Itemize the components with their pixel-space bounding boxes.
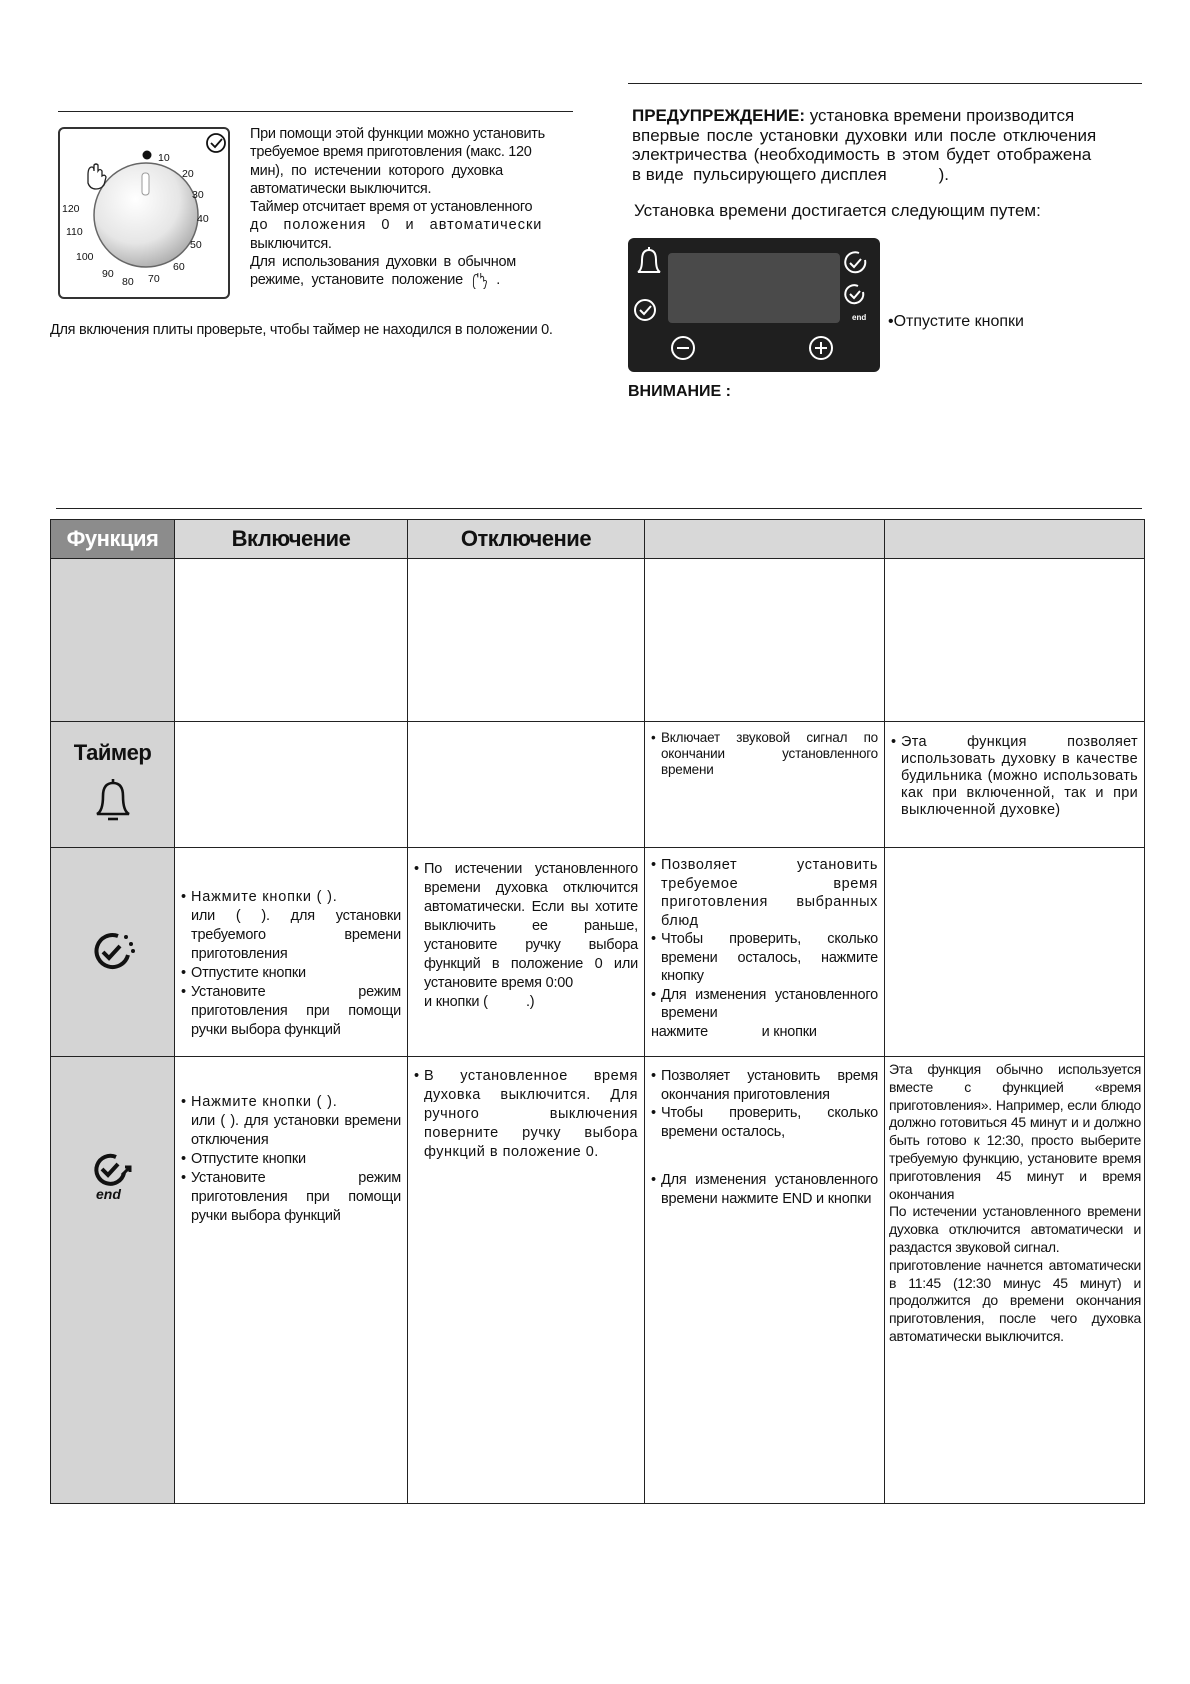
timer-col4-cell — [645, 722, 885, 848]
dial-label-120: 120 — [62, 203, 80, 215]
table-header-row — [51, 520, 1145, 559]
list-item: и кнопки ( .) — [424, 994, 535, 1010]
list-item: или ( ). для установки требуемого времени приготовления — [191, 908, 401, 962]
empty-cell — [885, 559, 1145, 722]
end-example-paragraph-2: По истечении установленного времени духовка отключится автоматически и раздастся звуковой сигнал. — [889, 1203, 1141, 1255]
warning-line-4: в виде пульсирующего дисплея ). — [632, 164, 950, 184]
end-time-function-cell — [51, 1057, 175, 1504]
dial-label-100: 100 — [76, 251, 94, 263]
top-right-rule — [628, 83, 1142, 84]
cooking-time-function-cell — [51, 848, 175, 1057]
timer-function-cell — [51, 722, 175, 848]
cooking-time-on-cell — [175, 848, 408, 1057]
end-time-icon[interactable] — [845, 285, 863, 303]
empty-cell — [175, 559, 408, 722]
table-top-rule — [56, 508, 1142, 509]
panel-icons — [628, 238, 880, 372]
list-item: • Для изменения установленного времени — [651, 986, 878, 1023]
bell-icon — [91, 776, 135, 824]
function-table — [50, 519, 1145, 1504]
timer-col5-cell — [885, 722, 1145, 848]
empty-cell — [408, 559, 645, 722]
list-item: • Позволяет установить время окончания приготовления — [651, 1067, 878, 1104]
list-item: • В установленное время духовка выключится. Для ручного выключения поверните ручку выбора функций в положение 0. — [414, 1067, 638, 1162]
timer-desc-line-1: При помощи этой функции можно установить — [250, 126, 545, 142]
release-buttons-text: •Отпустите кнопки — [888, 313, 1024, 330]
dial-label-30: 30 — [192, 189, 204, 201]
header-col5 — [885, 520, 1145, 559]
cooking-time-col4-cell — [645, 848, 885, 1057]
clock-check-icon — [207, 134, 225, 152]
dial-label-90: 90 — [102, 268, 114, 280]
list-item: • Установите режим приготовления при помощи ручки выбора функций — [181, 983, 401, 1040]
dial-label-70: 70 — [148, 273, 160, 285]
list-item: • Отпустите кнопки — [181, 964, 401, 983]
dial-label-50: 50 — [190, 239, 202, 251]
timer-dial-illustration — [58, 127, 230, 299]
warning-text — [632, 106, 1142, 184]
timer-dial-svg — [60, 129, 228, 297]
setting-text: Установка времени достигается следующим путем: — [634, 201, 1041, 220]
timer-desc-line-2: требуемое время приготовления (макс. 120 — [250, 144, 532, 161]
list-item: или ( ). для установки времени отключения — [191, 1113, 401, 1148]
clock-check-icon[interactable] — [635, 300, 655, 320]
dial-label-60: 60 — [173, 261, 185, 273]
timer-description — [250, 125, 565, 290]
control-panel — [628, 238, 880, 372]
list-item: • Чтобы проверить, сколько времени осталось, нажмите кнопку — [651, 930, 878, 986]
dial-label-80: 80 — [122, 276, 134, 288]
timer-desc-line-7: выключится. — [250, 235, 332, 252]
list-item: • Чтобы проверить, сколько времени осталось, — [651, 1104, 878, 1141]
timer-label: Таймер — [73, 740, 152, 765]
end-time-col4-cell — [645, 1057, 885, 1504]
warning-label: ПРЕДУПРЕЖДЕНИЕ: — [632, 106, 805, 125]
warning-line-1-text: установка времени производится — [809, 106, 1075, 125]
end-time-off-cell — [408, 1057, 645, 1504]
list-item: • Нажмите кнопки ( ). — [181, 1093, 401, 1112]
dial-zero-dot — [143, 151, 152, 160]
dial-label-40: 40 — [197, 213, 209, 225]
timer-desc-line-8: Для использования духовки в обычном — [250, 254, 516, 271]
empty-cell — [645, 559, 885, 722]
list-item: • Отпустите кнопки — [181, 1150, 401, 1169]
timer-desc-line-4: автоматически выключится. — [250, 180, 432, 197]
table-row-cooking-time — [51, 848, 1145, 1057]
dial-label-20: 20 — [182, 168, 194, 180]
timer-desc-line-9-text: режиме, установите положение — [250, 272, 463, 289]
table-row-end-time — [51, 1057, 1145, 1504]
end-time-col5-cell — [885, 1057, 1145, 1504]
hand-icon — [88, 164, 106, 189]
end-label: end — [95, 1186, 121, 1202]
table-row-empty — [51, 559, 1145, 722]
cooking-time-off-cell — [408, 848, 645, 1057]
header-off: Отключение — [408, 520, 645, 559]
end-example-paragraph-1: Эта функция обычно используется вместе с функцией «время приготовления». Например, если блюдо должно готовиться 45 минут и и должно быть готово к 12:30, просто выберите требуемую функцию, установите время приготовления 45 минут и время окончания — [889, 1061, 1141, 1202]
timer-desc-line-6: до положения 0 и автоматически — [250, 217, 543, 234]
end-example-paragraph-3: приготовление начнется автоматически в 11:45 (12:30 минус 45 минут) и продолжится до времени окончания приготовления, после чего духовка автоматически выключится. — [889, 1256, 1141, 1344]
dial-label-110: 110 — [66, 226, 83, 238]
hand-icon — [471, 273, 489, 289]
cooking-time-col5-cell — [885, 848, 1145, 1057]
list-item: • Эта функция позволяет использовать духовку в качестве будильника (можно использовать как при включенной, так и при выключенной духовке) — [891, 734, 1138, 819]
minus-icon[interactable] — [672, 337, 694, 359]
cooking-time-icon[interactable] — [845, 252, 865, 272]
top-left-rule — [58, 111, 573, 112]
timer-desc-line-5: Таймер отсчитает время от установленного — [250, 199, 533, 216]
timer-note: Для включения плиты проверьте, чтобы таймер не находился в положении 0. — [50, 322, 553, 338]
warning-line-1 — [632, 106, 1142, 126]
list-item: • Установите режим приготовления при помощи ручки выбора функций — [181, 1169, 401, 1226]
list-item: • Для изменения установленного времени нажмите END и кнопки — [651, 1171, 878, 1208]
end-icon-label: end — [852, 313, 867, 322]
timer-off-cell — [408, 722, 645, 848]
list-item: нажмите и кнопки — [651, 1023, 817, 1040]
cooking-time-icon — [88, 925, 138, 975]
table-row-timer — [51, 722, 1145, 848]
attention-label: ВНИМАНИЕ : — [628, 383, 731, 400]
warning-line-3: электричества (необходимость в этом будет отображена — [632, 145, 1092, 164]
plus-icon[interactable] — [810, 337, 832, 359]
bell-icon[interactable] — [638, 247, 660, 272]
knob-pointer — [142, 173, 149, 195]
list-item: • По истечении установленного времени духовка отключится автоматически. Если вы хотите выключить ее раньше, установите ручку выбора функций в положение 0 или установите время 0:00 — [414, 860, 638, 993]
warning-line-2: впервые после установки духовки или после отключения — [632, 125, 1097, 145]
list-item: • Позволяет установить требуемое время приготовления выбранных блюд — [651, 856, 878, 930]
timer-on-cell — [175, 722, 408, 848]
end-time-on-cell — [175, 1057, 408, 1504]
dial-label-10: 10 — [158, 152, 170, 164]
header-function: Функция — [51, 520, 175, 559]
timer-desc-line-3: мин), по истечении которого духовка — [250, 162, 503, 179]
timer-desc-line-9: режиме, установите положение . — [250, 272, 501, 289]
header-on: Включение — [175, 520, 408, 559]
end-time-icon — [88, 1147, 138, 1203]
list-item: • Включает звуковой сигнал по окончании установленного времени — [651, 730, 878, 778]
header-col4 — [645, 520, 885, 559]
list-item: • Нажмите кнопки ( ). — [181, 888, 401, 907]
empty-function-cell — [51, 559, 175, 722]
